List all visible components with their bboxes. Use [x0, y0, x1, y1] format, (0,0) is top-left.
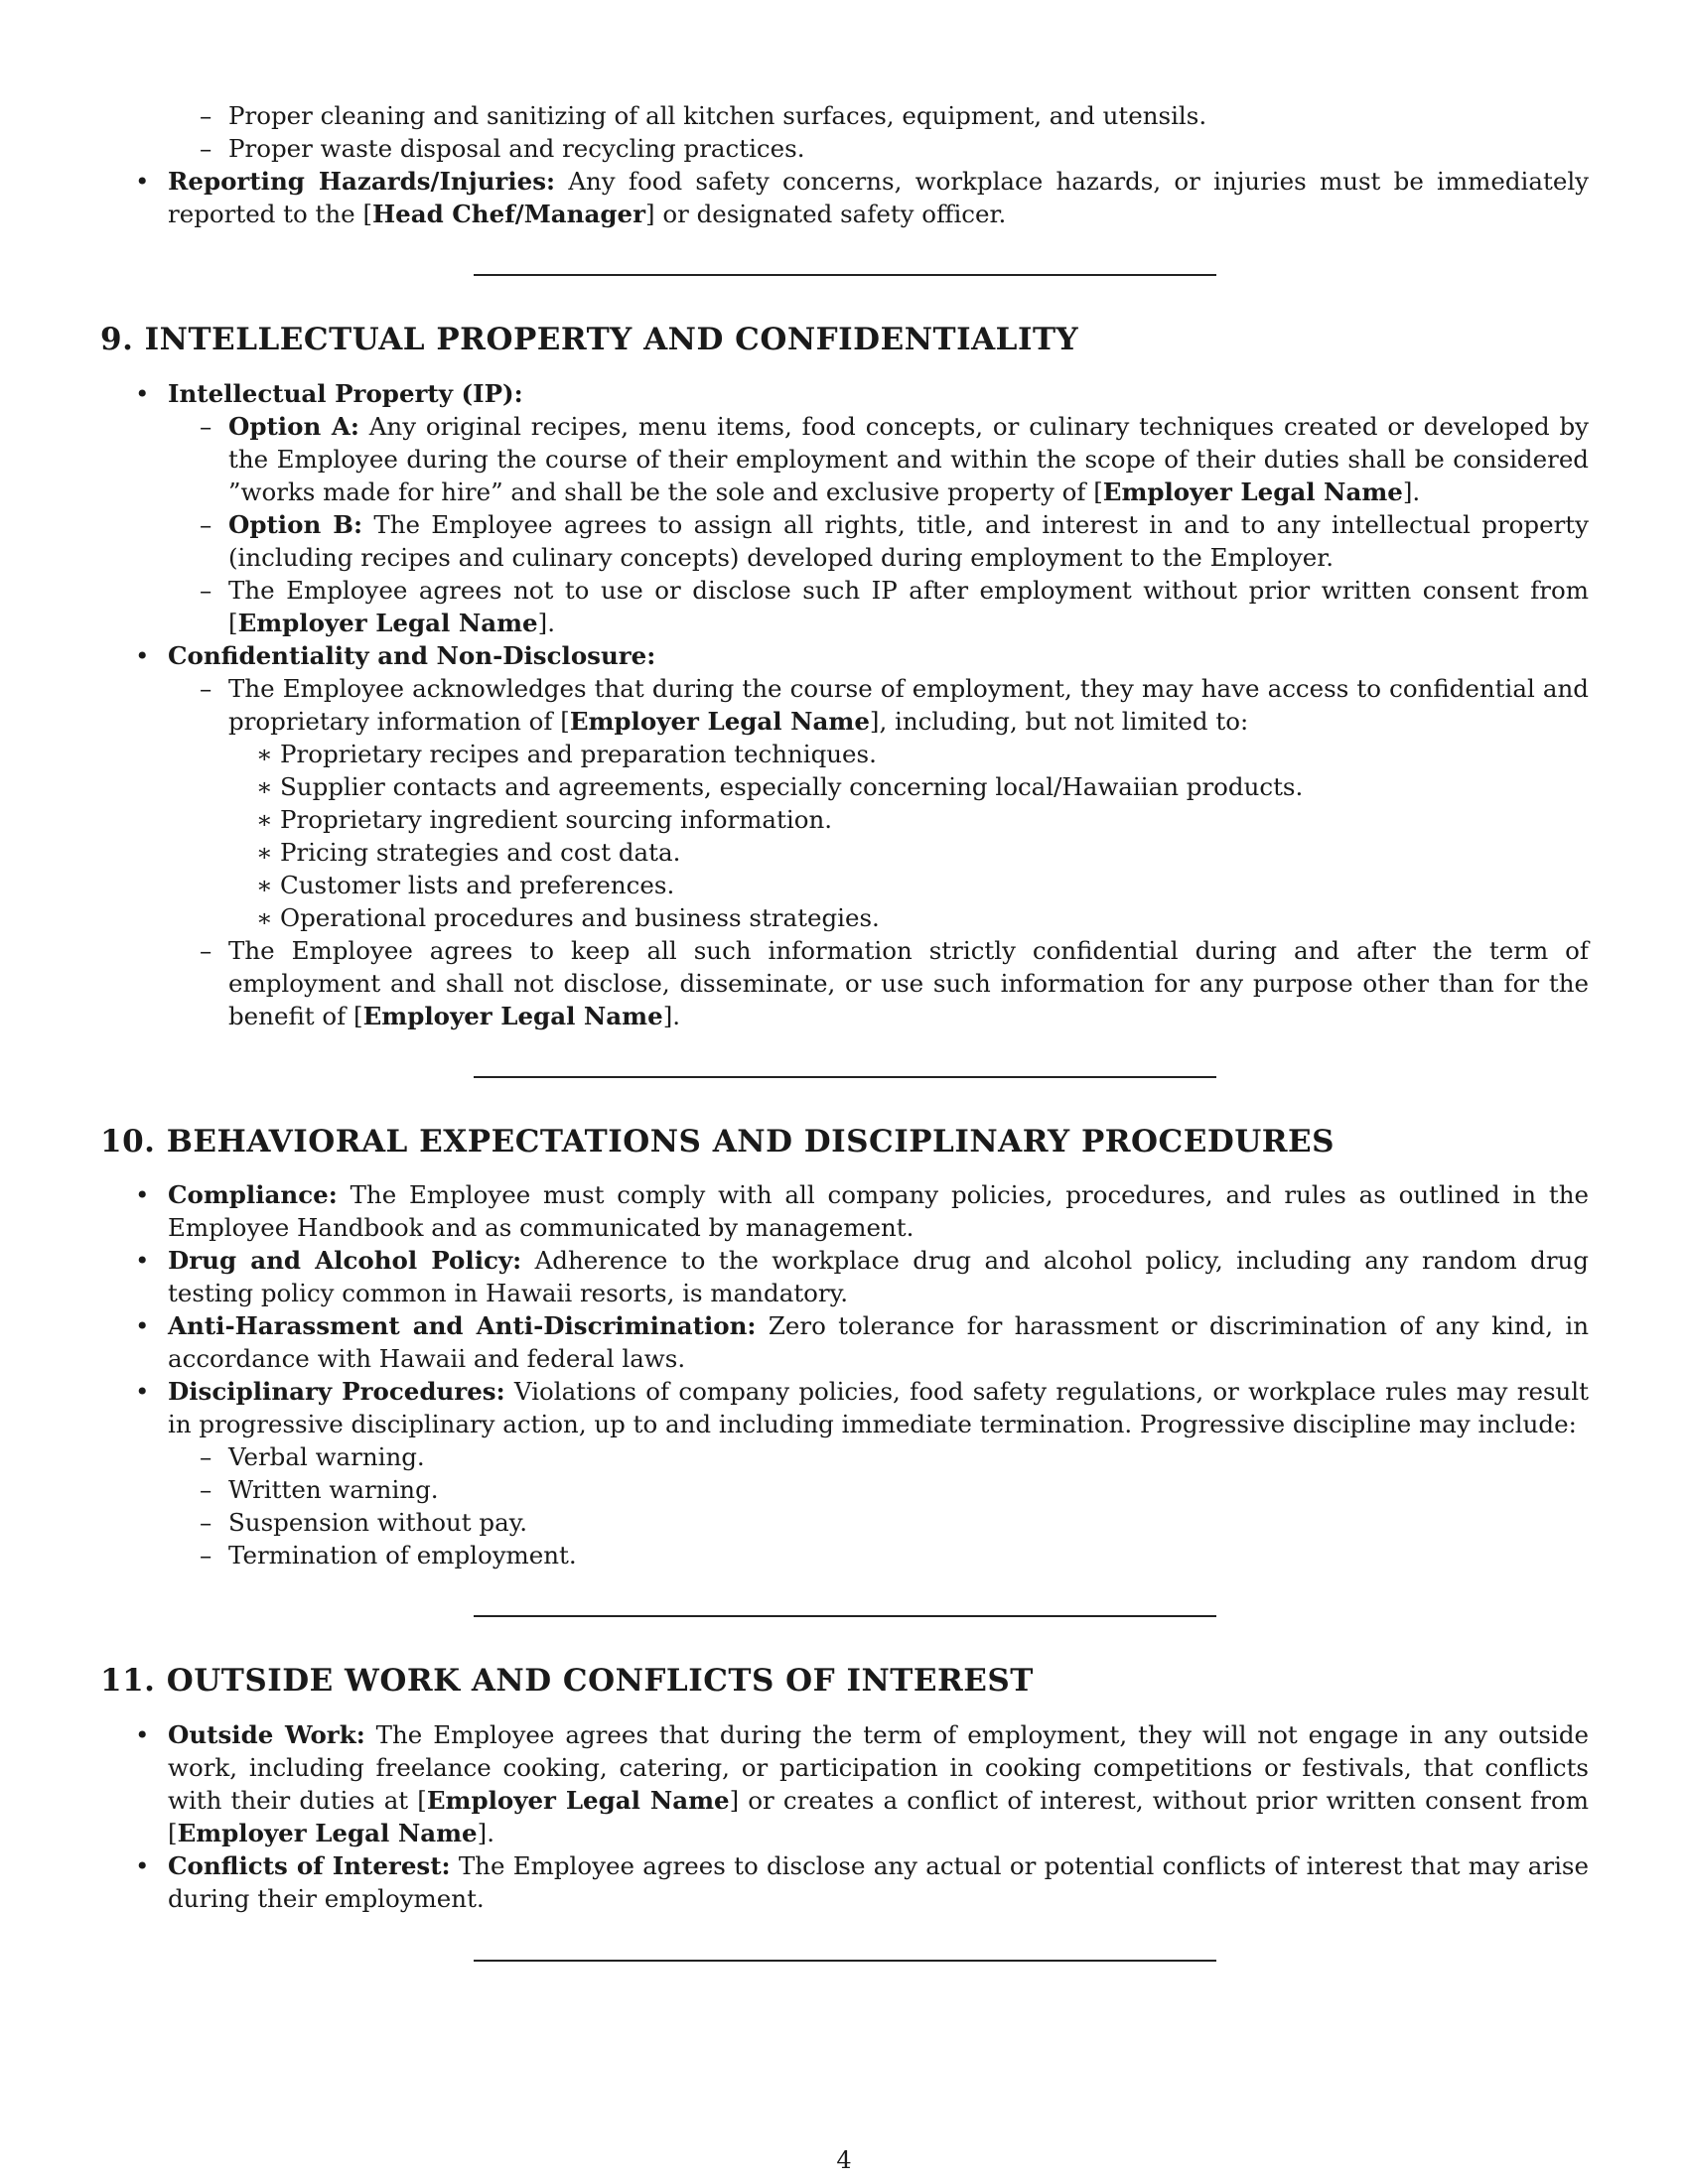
carry-over-list — [100, 99, 1589, 230]
carry-over-sublist — [100, 99, 1589, 165]
section-10-body — [100, 1178, 1589, 1571]
item-label: Disciplinary Procedures: — [168, 1377, 505, 1406]
section-divider — [474, 1960, 1216, 1962]
list-item: ∗ Supplier contacts and agreements, especially concerning local/Hawaiian products. — [228, 770, 1589, 803]
item-label: Anti-Harassment and Anti-Discrimination: — [168, 1311, 757, 1340]
list-item: ∗ Operational procedures and business strategies. — [228, 901, 1589, 934]
list-item: ∗ Proprietary ingredient sourcing information. — [228, 803, 1589, 836]
item-label: Conflicts of Interest: — [168, 1851, 451, 1880]
item-text: Zero tolerance for harassment or discrimination of any kind, in accordance with Hawaii and federal laws. — [168, 1311, 1589, 1373]
section-9-heading: 9. INTELLECTUAL PROPERTY AND CONFIDENTIALITY — [100, 322, 1079, 357]
list-item: – Termination of employment. — [168, 1539, 1589, 1571]
ip-item — [100, 377, 1589, 639]
item-text: ]. — [1402, 478, 1421, 506]
drug-alcohol-item — [100, 1244, 1589, 1309]
section-10-heading: 10. BEHAVIORAL EXPECTATIONS AND DISCIPLINARY PROCEDURES — [100, 1124, 1336, 1160]
section-divider — [474, 1615, 1216, 1617]
placeholder-name: Employer Legal Name — [177, 1819, 478, 1847]
item-text: The Employee agrees to assign all rights, title, and interest in and to any intellectual property (including recipes and culinary concepts) developed during employment to the Employer. — [228, 510, 1589, 572]
confidentiality-sublist — [100, 672, 1589, 1032]
section-11-body — [100, 1718, 1589, 1915]
item-text: Violations of company policies, food safety regulations, or workplace rules may result in progressive disciplinary action, up to and including immediate termination. Progressive discipline may include: — [168, 1377, 1589, 1438]
item-text: The Employee agrees to disclose any actual or potential conflicts of interest that may arise during their employment. — [168, 1851, 1589, 1913]
placeholder-name: Employer Legal Name — [426, 1786, 730, 1815]
section-9-body — [100, 377, 1589, 1032]
conflicts-item — [100, 1849, 1589, 1915]
item-text: Any food safety concerns, workplace hazards, or injuries must be immediately reported to the [ — [168, 167, 1590, 228]
list-item: ∗ Pricing strategies and cost data. — [228, 836, 1589, 869]
outside-work-item — [100, 1718, 1589, 1849]
section-divider — [474, 274, 1216, 276]
item-label: Intellectual Property (IP): — [168, 379, 523, 408]
placeholder-name: Employer Legal Name — [237, 609, 538, 637]
conf-ack-item — [168, 672, 1589, 934]
list-item: – Proper waste disposal and recycling practices. — [168, 132, 1589, 165]
confidential-info-list — [168, 738, 1589, 934]
item-label: Compliance: — [168, 1180, 338, 1209]
ip-nouse-item — [168, 574, 1589, 639]
compliance-item — [100, 1178, 1589, 1244]
section-11-heading: 11. OUTSIDE WORK AND CONFLICTS OF INTEREST — [100, 1663, 1034, 1699]
list-item: – Suspension without pay. — [168, 1506, 1589, 1539]
item-label: Outside Work: — [168, 1720, 365, 1749]
disciplinary-item — [100, 1375, 1589, 1571]
confidentiality-item — [100, 639, 1589, 1032]
item-text: The Employee agrees not to use or disclose such IP after employment without prior written consent from [ — [228, 576, 1589, 637]
item-label: Drug and Alcohol Policy: — [168, 1246, 522, 1275]
placeholder-name: Employer Legal Name — [569, 707, 870, 736]
item-label: Option B: — [228, 510, 363, 539]
item-text: ] or creates a conflict of interest, without prior written consent from [ — [168, 1786, 1589, 1847]
carry-over-sublist-holder — [100, 99, 1589, 165]
item-label: Confidentiality and Non-Disclosure: — [168, 641, 656, 670]
list-item: ∗ Customer lists and preferences. — [228, 869, 1589, 901]
discipline-steps-list — [100, 1440, 1589, 1571]
section-8-continuation — [100, 99, 1589, 230]
option-a-item — [168, 410, 1589, 508]
item-text: ]. — [662, 1002, 681, 1030]
item-text: ]. — [537, 609, 555, 637]
ip-sublist — [100, 410, 1589, 639]
item-text: The Employee agrees to keep all such information strictly confidential during and after the term of employment and shall not disclose, disseminate, or use such information for any purpose other than for the benefit of [ — [228, 936, 1589, 1030]
placeholder-name: Employer Legal Name — [362, 1002, 663, 1030]
list-item: – Verbal warning. — [168, 1440, 1589, 1473]
item-text: ], including, but not limited to: — [869, 707, 1249, 736]
list-item: – Written warning. — [168, 1473, 1589, 1506]
list-item: – Proper cleaning and sanitizing of all kitchen surfaces, equipment, and utensils. — [168, 99, 1589, 132]
item-text: The Employee must comply with all company policies, procedures, and rules as outlined in the Employee Handbook and as communicated by management. — [168, 1180, 1589, 1242]
placeholder-name: Head Chef/Manager — [372, 200, 645, 228]
section-divider — [474, 1076, 1216, 1078]
page-number: 4 — [836, 2146, 852, 2174]
item-text: Adherence to the workplace drug and alcohol policy, including any random drug testing policy common in Hawaii resorts, is mandatory. — [168, 1246, 1589, 1307]
section-9-list — [100, 377, 1589, 1032]
placeholder-name: Employer Legal Name — [1102, 478, 1403, 506]
item-text: The Employee acknowledges that during the course of employment, they may have access to confidential and proprietary information of [ — [228, 674, 1589, 736]
item-label: Option A: — [228, 412, 359, 441]
option-b-item — [168, 508, 1589, 574]
item-text: ] or designated safety officer. — [645, 200, 1007, 228]
item-label: Reporting Hazards/Injuries: — [168, 167, 556, 196]
item-text: Any original recipes, menu items, food concepts, or culinary techniques created or developed by the Employee during the course of their employment and within the scope of their duties shall be considered ”works made for hire” and shall be the sole and exclusive property of [ — [228, 412, 1589, 506]
conf-keep-item — [168, 934, 1589, 1032]
anti-harassment-item — [100, 1309, 1589, 1375]
reporting-hazards-item — [100, 165, 1589, 230]
item-text: ]. — [477, 1819, 494, 1847]
section-10-list — [100, 1178, 1589, 1571]
item-text: The Employee agrees that during the term of employment, they will not engage in any outside work, including freelance cooking, catering, or participation in cooking competitions or festivals, that conflicts with their duties at [ — [168, 1720, 1589, 1815]
list-item: ∗ Proprietary recipes and preparation techniques. — [228, 738, 1589, 770]
section-11-list — [100, 1718, 1589, 1915]
